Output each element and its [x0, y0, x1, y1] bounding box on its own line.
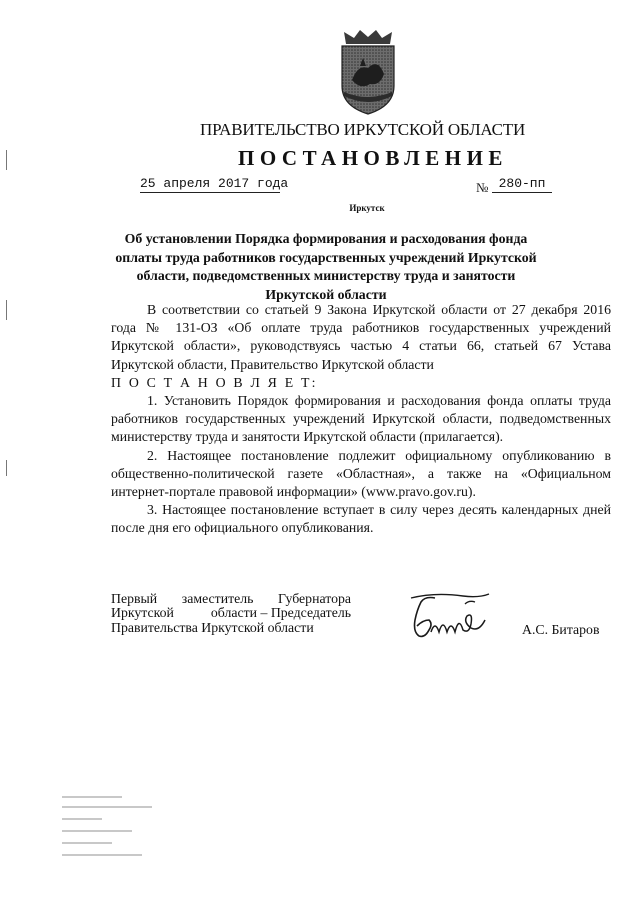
- position-word: Губернатора: [278, 591, 351, 606]
- resolves-heading: П О С Т А Н О В Л Я Е Т:: [111, 374, 318, 390]
- document-date: 25 апреля 2017 года: [140, 176, 289, 191]
- signatory-position: [111, 592, 351, 635]
- city-name: Иркутск: [349, 203, 385, 213]
- position-word: Первый: [111, 591, 158, 606]
- document-number: 280-пп: [492, 176, 552, 193]
- coat-of-arms-emblem: [330, 28, 406, 116]
- signatory-name: А.С. Битаров: [522, 622, 600, 637]
- faint-scan-residue: [58, 788, 208, 862]
- item-1-paragraph: 1. Установить Порядок формирования и расходования фонда оплаты труда работников государственных учреждений Иркутской области, подведомственных министерству труда и занятости Иркутской области (прилагается).: [111, 393, 611, 445]
- position-word: области – Председатель: [210, 605, 351, 621]
- signatory-position-line-2: [111, 606, 351, 620]
- scan-edge-mark: [6, 300, 7, 320]
- scan-edge-mark: [6, 150, 7, 170]
- position-word: Иркутской: [111, 605, 174, 621]
- signatory-position-line-1: [111, 592, 351, 606]
- document-title: Об установлении Порядка формирования и расходования фонда оплаты труда работников государственных учреждений Иркутской области, подведомственных министерству труда и занятости Иркутской области: [115, 231, 537, 302]
- document-body: [111, 301, 611, 538]
- position-word: заместитель: [181, 591, 254, 606]
- organization-name: ПРАВИТЕЛЬСТВО ИРКУТСКОЙ ОБЛАСТИ: [200, 120, 526, 139]
- signatory-position-line-3: Правительства Иркутской области: [111, 619, 314, 635]
- document-type: ПОСТАНОВЛЕНИЕ: [238, 146, 508, 170]
- scan-edge-mark: [6, 460, 7, 476]
- item-2-paragraph: 2. Настоящее постановление подлежит официальному опубликованию в общественно-политической газете «Областная», а также на «Официальном интернет-портале правовой информации» (www.pravo.gov.ru).: [111, 447, 611, 500]
- preamble-paragraph: В соответствии со статьей 9 Закона Иркутской области от 27 декабря 2016 года № 131-ОЗ «Об оплате труда работников государственных учреждений Иркутской области», руководствуясь частью 4 статьи 66, статьей 67 Устава Иркутской области, Правительство Иркутской области: [111, 302, 611, 372]
- handwritten-signature: [405, 590, 505, 642]
- item-3-paragraph: 3. Настоящее постановление вступает в силу через десять календарных дней после дня его официального опубликования.: [111, 502, 611, 536]
- number-sign: №: [476, 180, 489, 195]
